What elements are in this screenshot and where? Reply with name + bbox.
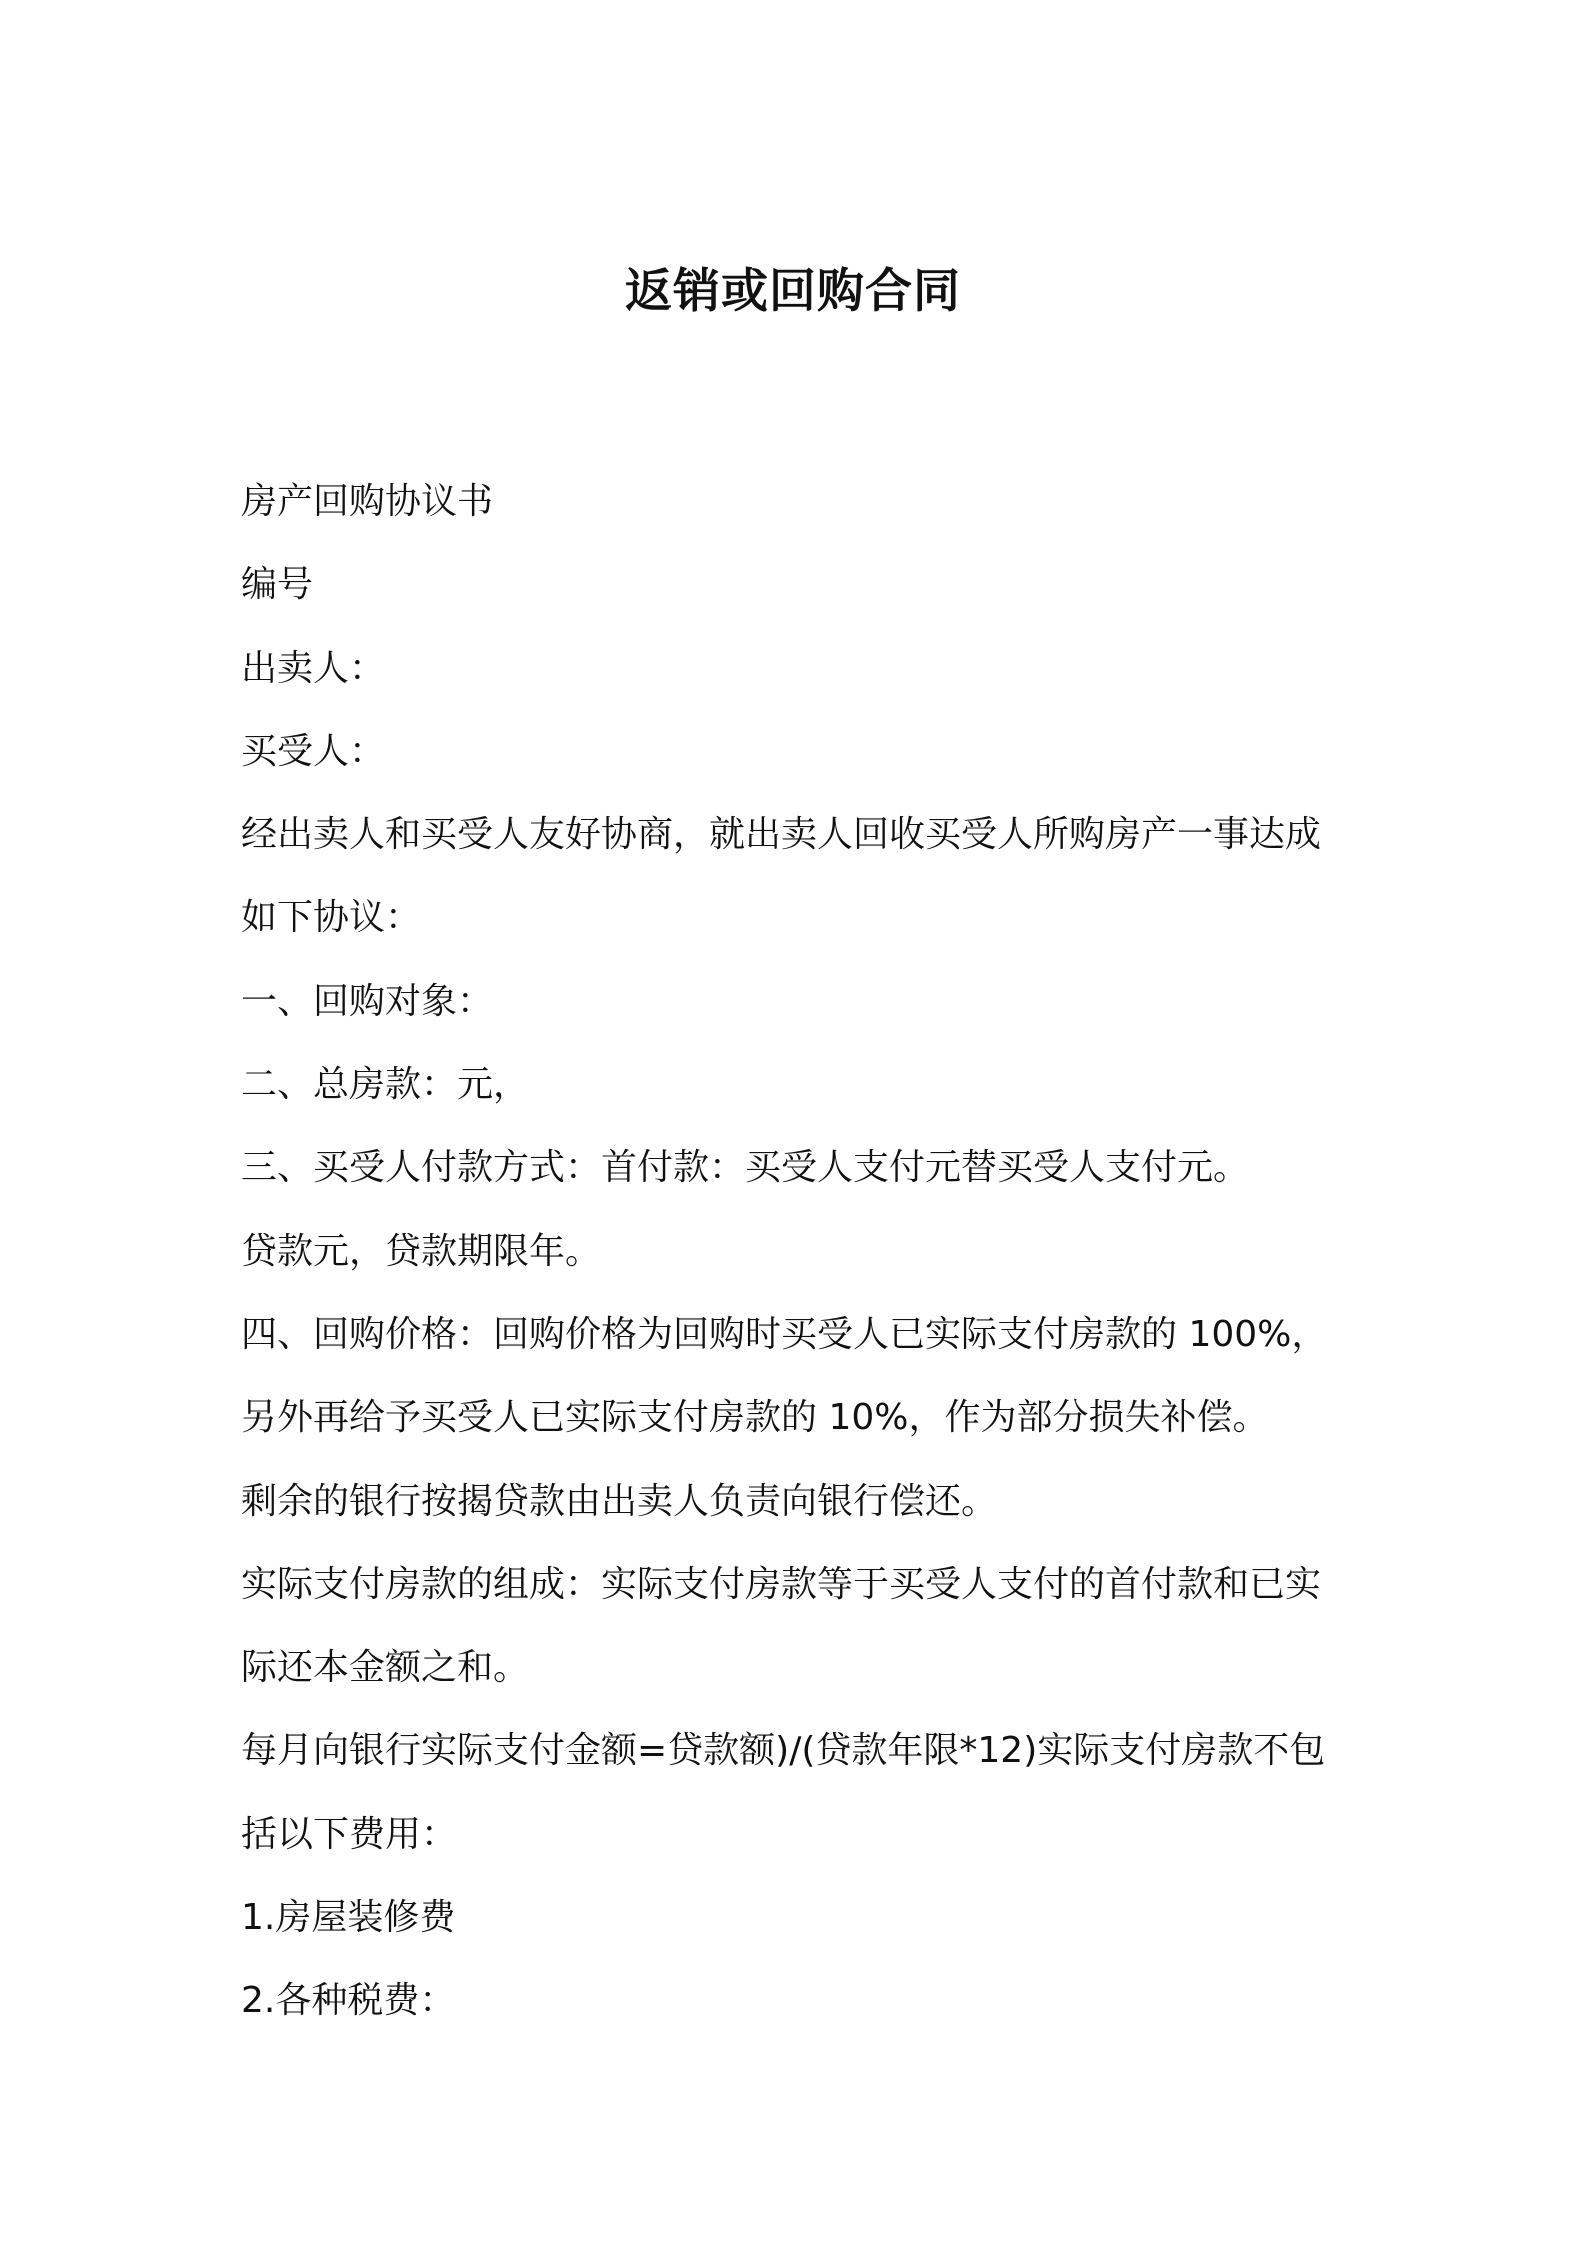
clause-3: 三、买受人付款方式：首付款：买受人支付元替买受人支付元。 [241,1147,1250,1189]
paragraph-line: 际还本金额之和。 [241,1647,530,1689]
clause-2: 二、总房款：元， [241,1064,530,1106]
paragraph-line: 贷款元，贷款期限年。 [241,1230,602,1272]
paragraph-line: 每月向银行实际支付金额=贷款额)/(贷款年限*12)实际支付房款不包 [241,1730,1326,1772]
list-item: 2.各种税费： [241,1980,456,2022]
doc-subtitle: 房产回购协议书 [241,481,494,522]
paragraph-line: 经出卖人和买受人友好协商，就出卖人回收买受人所购房产一事达成 [241,814,1322,856]
paragraph-line: 如下协议： [241,897,422,939]
buyer-label: 买受人： [241,730,386,772]
document-title: 返销或回购合同 [625,264,961,319]
clause-4: 四、回购价格：回购价格为回购时买受人已实际支付房款的 100%， [241,1313,1328,1355]
doc-number-label: 编号 [241,564,314,606]
list-item: 1.房屋装修费 [241,1897,456,1939]
paragraph-line: 剩余的银行按揭贷款由出卖人负责向银行偿还。 [241,1480,998,1522]
paragraph-line: 实际支付房款的组成：实际支付房款等于买受人支付的首付款和已实 [241,1563,1322,1605]
paragraph-line: 括以下费用： [241,1813,458,1855]
clause-1: 一、回购对象： [241,980,494,1022]
paragraph-line: 另外再给予买受人已实际支付房款的 10%，作为部分损失补偿。 [241,1397,1269,1439]
seller-label: 出卖人： [241,647,386,689]
document-body [241,460,1361,2043]
